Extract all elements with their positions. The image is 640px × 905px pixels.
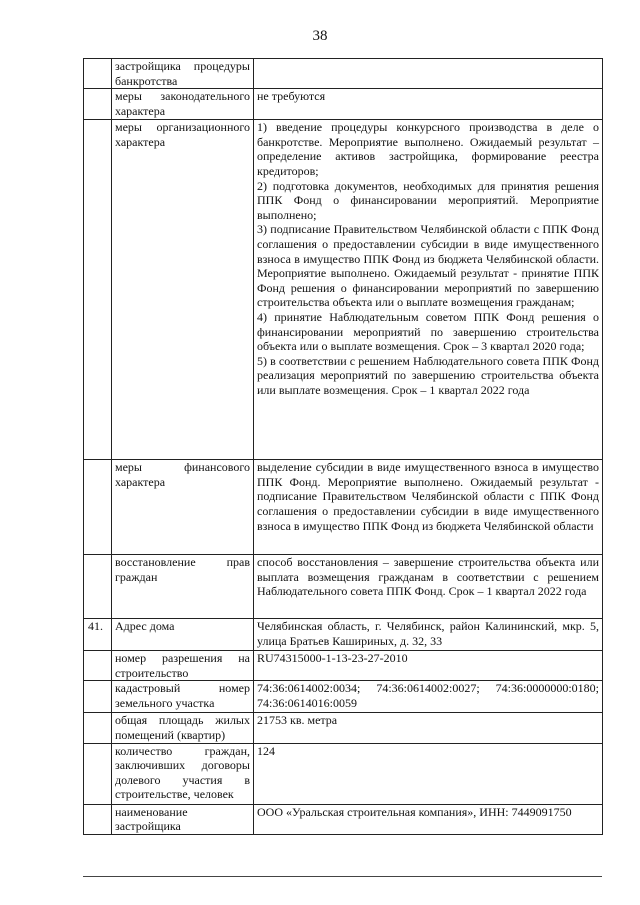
row-label: восстановление прав граждан [112,555,254,619]
row-label: меры организационного характера [112,120,254,460]
page-number: 38 [312,28,328,44]
row-value: 124 [254,743,603,804]
row-number: 41. [84,619,112,651]
row-number-cell [84,120,112,460]
row-number-cell [84,460,112,555]
table-row [84,804,603,834]
measure-item: 2) подготовка документов, необходимых для принятия решения ППК Фонд о финансировании мероприятий. Мероприятие выполнено; [257,178,599,222]
table-row [84,743,603,804]
row-label: количество граждан, заключивших договоры долевого участия в строительстве, человек [112,743,254,804]
row-number-cell [84,59,112,89]
row-value: 21753 кв. метра [254,713,603,743]
measure-item: 1) введение процедуры конкурсного производства в деле о банкротстве. Мероприятие выполнено. Ожидаемый результат – определение активов застройщика, формирование реестра кредиторов; [257,120,599,178]
row-label: кадастровый номер земельного участка [112,681,254,713]
row-number-cell [84,743,112,804]
row-number-cell [84,651,112,681]
row-value: ООО «Уральская строительная компания», ИНН: 7449091750 [254,804,603,834]
row-label: меры финансового характера [112,460,254,555]
row-label: меры законодательного характера [112,89,254,120]
row-value: RU74315000-1-13-23-27-2010 [254,651,603,681]
table-row [84,713,603,743]
row-label: общая площадь жилых помещений (квартир) [112,713,254,743]
row-value [254,59,603,89]
row-number-cell [84,804,112,834]
table-row [84,120,603,460]
row-value: Челябинская область, г. Челябинск, район Калининский, мкр. 5, улица Братьев Кашириных, д. 32, 33 [254,619,603,651]
row-number-cell [84,89,112,120]
table-row [84,555,603,619]
row-value: выделение субсидии в виде имущественного взноса в имущество ППК Фонд. Мероприятие выполнено. Ожидаемый результат - подписание Правительством Челябинской области с ППК Фонд соглашения о предоставлении субсидии в виде имущественного взноса в имущество ППК Фонд из бюджета Челябинской области [254,460,603,555]
table-row [84,89,603,120]
measure-item: 5) в соответствии с решением Наблюдательного совета ППК Фонд реализация мероприятий по завершению строительства объекта или выплате возмещения. Срок – 1 квартал 2022 года [257,353,599,397]
row-value: способ восстановления – завершение строительства объекта или выплата возмещения гражданам в соответствии с решением Наблюдательного совета ППК Фонд. Срок – 1 квартал 2022 года [254,555,603,619]
table-row [84,619,603,651]
table-row [84,59,603,89]
object-info-table [83,58,603,835]
measures-list [254,120,603,460]
row-label: номер разрешения на строительство [112,651,254,681]
table-row [84,681,603,713]
row-number-cell [84,713,112,743]
row-label: Адрес дома [112,619,254,651]
row-value: 74:36:0614002:0034; 74:36:0614002:0027; 74:36:0000000:0180; 74:36:0614016:0059 [254,681,603,713]
table-row [84,460,603,555]
measure-item: 4) принятие Наблюдательным советом ППК Фонд решения о финансировании мероприятий по завершению строительства объекта или о выплате возмещения. Срок – 3 квартал 2020 года; [257,309,599,354]
measure-item: 3) подписание Правительством Челябинской области с ППК Фонд соглашения о предоставлении субсидии в виде имущественного взноса в имущество ППК Фонд из бюджета Челябинской области. Мероприятие выполнено. Ожидаемый результат - принятие ППК Фонд решения о финансировании мероприятий по завершению строительства объекта или о выплате возмещения гражданам; [257,222,599,310]
page-bottom-rule [83,876,602,877]
row-label: застройщика процедуры банкротства [112,59,254,89]
row-number-cell [84,681,112,713]
row-value: не требуются [254,89,603,120]
row-label: наименование застройщика [112,804,254,834]
row-number-cell [84,555,112,619]
table-row [84,651,603,681]
